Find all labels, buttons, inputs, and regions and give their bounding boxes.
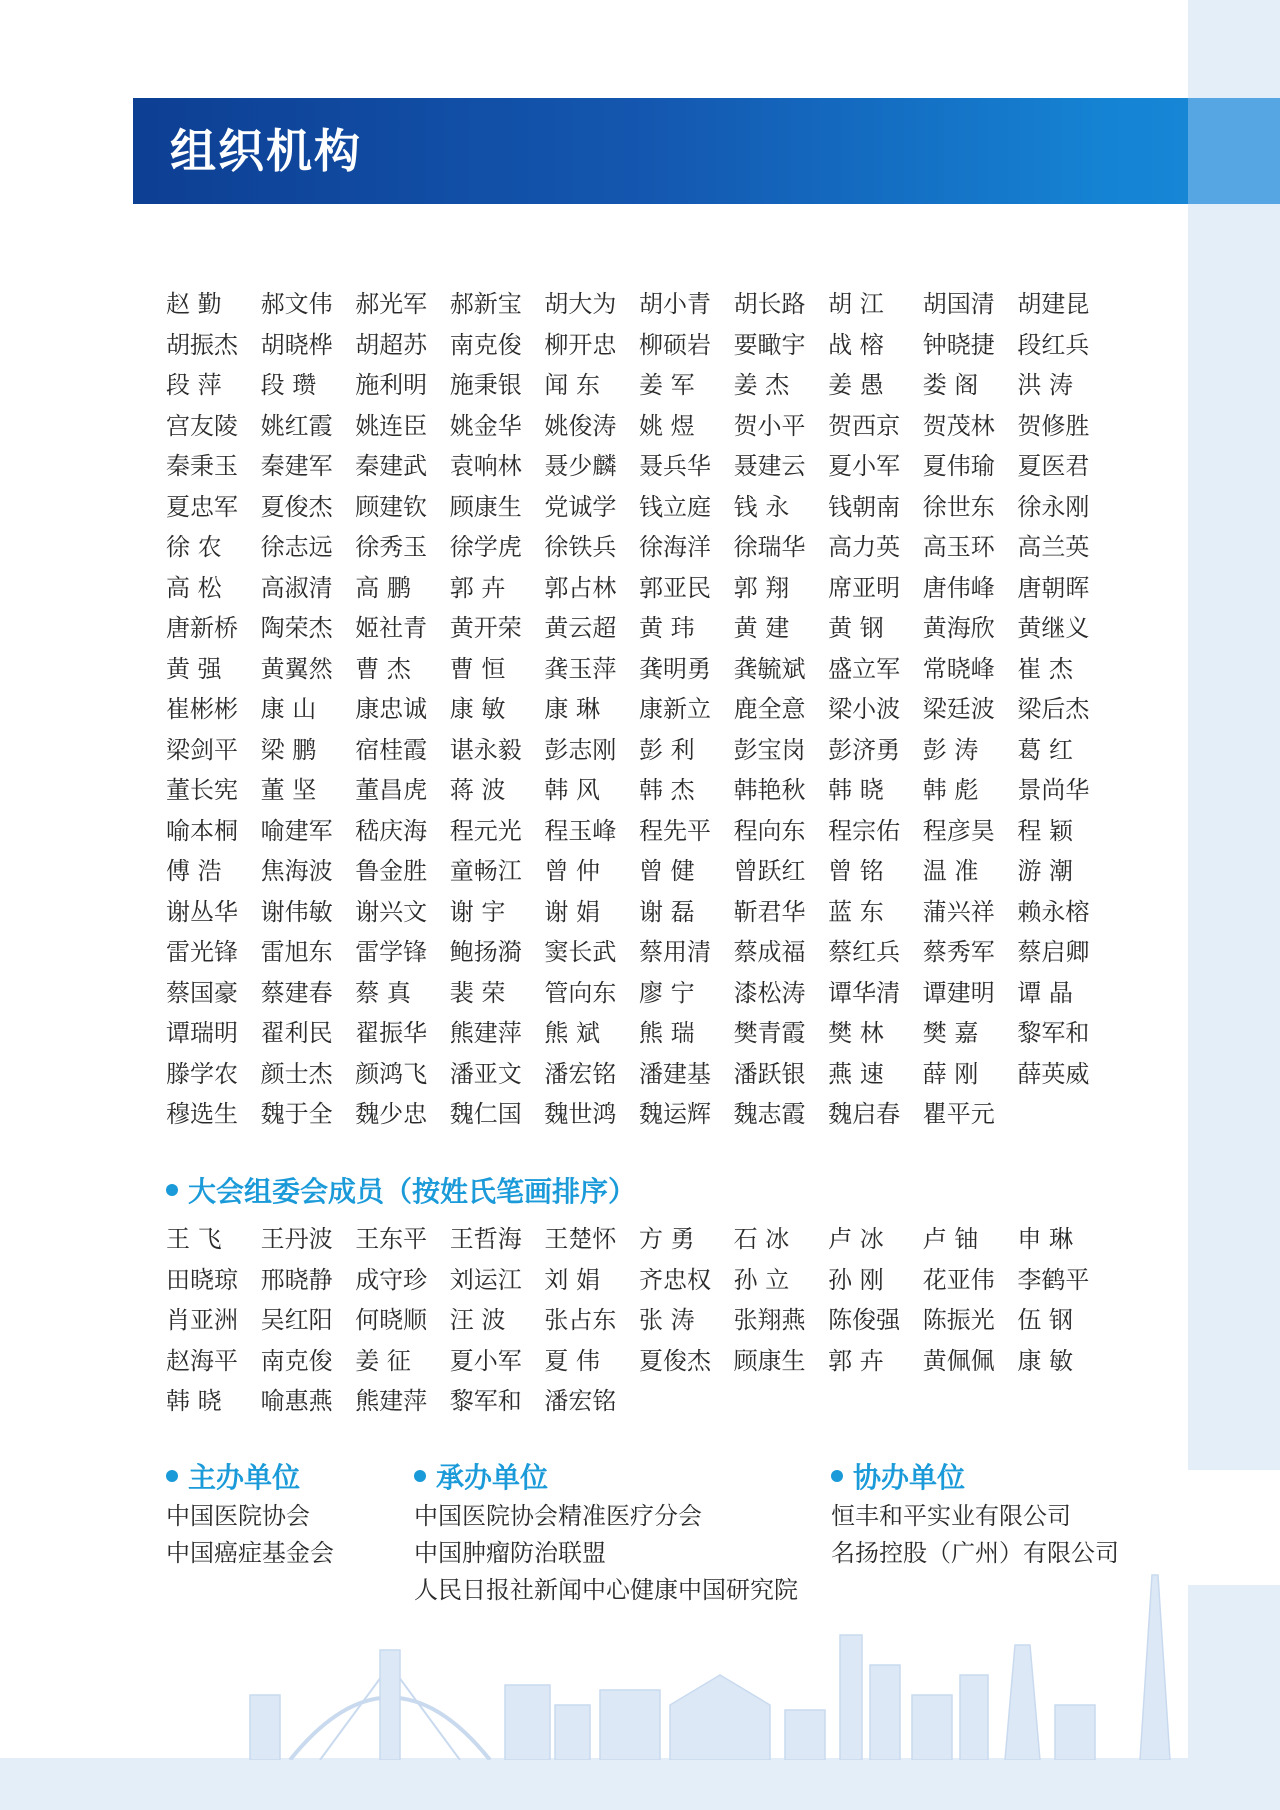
- member-name: 宫友陵: [166, 411, 238, 440]
- member-name: 游 潮: [1017, 857, 1073, 885]
- member-name: 郭 翔: [733, 573, 790, 602]
- member-name: 高 松: [166, 573, 222, 602]
- member-name: 陈振光: [922, 1306, 995, 1334]
- member-name: 龚玉萍: [544, 654, 617, 683]
- member-name: 徐永刚: [1017, 492, 1090, 521]
- member-name: 韩 杰: [638, 776, 695, 804]
- sponsors-heading-text: 主办单位: [188, 1461, 301, 1494]
- member-name: 曾 仲: [544, 857, 601, 885]
- member-name: 段 萍: [166, 371, 222, 399]
- member-name: 钱 永: [733, 492, 790, 521]
- member-name: 裴 荣: [449, 978, 506, 1007]
- member-name: 袁响林: [449, 452, 522, 480]
- member-name: 段 瓒: [260, 371, 317, 399]
- member-name: 高淑清: [260, 573, 333, 602]
- member-name: 赵 勤: [166, 290, 222, 318]
- member-name: 刘运江: [449, 1265, 522, 1294]
- member-name: 韩艳秋: [733, 776, 806, 804]
- member-name: 程玉峰: [544, 816, 617, 845]
- member-name: 蔡 真: [355, 978, 411, 1007]
- member-name: 徐海洋: [638, 533, 711, 561]
- member-name: 蒲兴祥: [922, 897, 995, 926]
- member-name: 韩 晓: [828, 776, 884, 804]
- member-name: 申 琳: [1017, 1225, 1073, 1253]
- member-name: 姜 征: [355, 1346, 411, 1375]
- member-name: 韩 晓: [166, 1387, 222, 1415]
- member-name: 陈俊强: [828, 1306, 901, 1334]
- member-name: 韩 风: [544, 776, 601, 804]
- member-name: 谌永毅: [449, 735, 522, 764]
- member-name: 雷光锋: [166, 938, 238, 966]
- member-name: 漆松涛: [733, 978, 806, 1007]
- member-name: 郝文伟: [260, 290, 333, 318]
- member-name: 胡振杰: [166, 330, 238, 359]
- member-name: 顾建钦: [355, 492, 428, 521]
- member-name: 康 敏: [1017, 1346, 1073, 1375]
- member-name: 蔡秀军: [922, 938, 995, 966]
- member-name: 盛立军: [828, 654, 901, 683]
- member-name: 战 榕: [828, 330, 884, 359]
- member-name: 陶荣杰: [260, 614, 333, 642]
- organizers-heading-text: 承办单位: [436, 1461, 549, 1494]
- member-name: 潘亚文: [449, 1059, 522, 1088]
- member-name: 魏于全: [260, 1100, 333, 1128]
- member-name: 樊 嘉: [922, 1019, 979, 1047]
- member-name: 潘宏铭: [544, 1387, 617, 1415]
- member-name: 姚红霞: [260, 411, 333, 440]
- bullet-dot-icon: [414, 1470, 426, 1482]
- member-name: 梁 鹏: [260, 735, 317, 764]
- member-name: 蒋 波: [449, 776, 506, 804]
- member-name: 王 飞: [166, 1225, 222, 1253]
- member-name: 胡国清: [922, 290, 995, 318]
- member-name: 方 勇: [638, 1225, 695, 1253]
- member-name: 崔彬彬: [166, 695, 238, 723]
- member-name: 刘 娟: [544, 1265, 601, 1294]
- member-name: 柳开忠: [544, 330, 617, 359]
- member-name: 彭志刚: [544, 735, 617, 764]
- member-name: 龚明勇: [638, 654, 711, 683]
- member-name: 秦建军: [260, 452, 333, 480]
- member-name: 喻惠燕: [260, 1387, 333, 1415]
- member-name: 石 冰: [733, 1225, 790, 1253]
- member-name: 黄云超: [544, 614, 617, 642]
- member-name: 曾 健: [638, 857, 695, 885]
- member-name: 潘建基: [638, 1059, 711, 1088]
- member-name: 蔡国豪: [166, 978, 238, 1007]
- member-name: 秦建武: [355, 452, 428, 480]
- member-name: 程 颖: [1017, 816, 1073, 845]
- member-name: 熊建萍: [449, 1019, 522, 1047]
- member-name: 贺西京: [828, 411, 901, 440]
- member-name: 嵇庆海: [355, 816, 428, 845]
- member-name: 姚 煜: [638, 411, 695, 440]
- member-name: 管向东: [544, 978, 617, 1007]
- member-name: 聂少麟: [544, 452, 617, 480]
- member-name: 曾 铭: [828, 857, 884, 885]
- member-name: 魏运辉: [638, 1100, 711, 1128]
- member-name: 蓝 东: [828, 897, 884, 926]
- member-name: 谢 宇: [449, 897, 506, 926]
- member-name: 洪 涛: [1017, 371, 1073, 399]
- member-name: 钱朝南: [828, 492, 901, 521]
- member-name: 张 涛: [638, 1306, 695, 1334]
- member-name: 姜 杰: [733, 371, 790, 399]
- member-name: 颜鸿飞: [355, 1059, 428, 1088]
- member-name: 高 鹏: [355, 573, 411, 602]
- member-name: 徐学虎: [449, 533, 522, 561]
- member-name: 赵海平: [166, 1346, 238, 1375]
- member-name: 樊 林: [828, 1019, 884, 1047]
- member-name: 顾康生: [733, 1346, 806, 1375]
- member-name: 靳君华: [733, 897, 806, 926]
- member-name: 魏仁国: [449, 1100, 522, 1128]
- member-name: 聂兵华: [638, 452, 711, 480]
- organization-name: 中国癌症基金会: [166, 1539, 334, 1567]
- member-name: 曹 恒: [449, 654, 506, 683]
- member-name: 姚俊涛: [544, 411, 617, 440]
- member-name: 夏俊杰: [638, 1346, 711, 1375]
- member-name: 程元光: [449, 816, 522, 845]
- member-name: 唐新桥: [166, 614, 238, 642]
- member-name: 瞿平元: [922, 1100, 995, 1128]
- organization-name: 中国肿瘤防治联盟: [414, 1539, 606, 1567]
- member-name: 喻建军: [260, 816, 333, 845]
- member-name: 景尚华: [1017, 776, 1090, 804]
- member-name: 胡小青: [638, 290, 711, 318]
- member-name: 梁廷波: [922, 695, 995, 723]
- member-name: 郭亚民: [638, 573, 711, 602]
- member-name: 郝新宝: [449, 290, 522, 318]
- member-name: 赖永榕: [1017, 897, 1090, 926]
- member-name: 夏忠军: [166, 492, 238, 521]
- member-name: 雷学锋: [355, 938, 428, 966]
- member-name: 徐秀玉: [355, 533, 428, 561]
- page-title: 组织机构: [170, 124, 362, 178]
- member-name: 蔡成福: [733, 938, 806, 966]
- member-name: 唐朝晖: [1017, 573, 1090, 602]
- member-name: 彭宝岗: [733, 735, 806, 764]
- organizing-committee-grid: [166, 1219, 1106, 1422]
- member-name: 贺茂林: [922, 411, 995, 440]
- member-name: 成守珍: [355, 1265, 428, 1294]
- member-name: 席亚明: [828, 573, 901, 602]
- member-name: 梁小波: [828, 695, 901, 723]
- member-name: 黄 建: [733, 614, 790, 642]
- member-name: 梁剑平: [166, 735, 238, 764]
- member-name: 肖亚洲: [166, 1306, 238, 1334]
- member-name: 夏伟瑜: [922, 452, 995, 480]
- member-name: 贺小平: [733, 411, 806, 440]
- member-name: 蔡建春: [260, 978, 333, 1007]
- member-name: 彭 涛: [922, 735, 979, 764]
- member-name: 程先平: [638, 816, 711, 845]
- member-name: 徐瑞华: [733, 533, 806, 561]
- member-name: 魏启春: [828, 1100, 901, 1128]
- member-name: 何晓顺: [355, 1306, 428, 1334]
- member-name: 蔡红兵: [828, 938, 901, 966]
- member-name: 薛英威: [1017, 1059, 1090, 1088]
- member-name: 徐世东: [922, 492, 995, 521]
- member-name: 姜 军: [638, 371, 695, 399]
- member-name: 孙 立: [733, 1265, 790, 1294]
- member-name: 黄继义: [1017, 614, 1090, 642]
- city-skyline-illustration: [240, 1555, 1188, 1760]
- co-organizers-heading: [831, 1458, 965, 1498]
- member-name: 王哲海: [449, 1225, 522, 1253]
- member-name: 谢 磊: [638, 897, 695, 926]
- member-name: 卢 铀: [922, 1225, 979, 1253]
- bullet-dot-icon: [166, 1470, 178, 1482]
- member-name: 黄 强: [166, 654, 222, 683]
- member-name: 娄 阁: [922, 371, 979, 399]
- member-name: 黄翼然: [260, 654, 333, 683]
- member-name: 康 琳: [544, 695, 601, 723]
- member-name: 胡大为: [544, 290, 617, 318]
- bullet-dot-icon: [166, 1184, 178, 1196]
- member-name: 夏小军: [449, 1346, 522, 1375]
- member-name: 张占东: [544, 1306, 617, 1334]
- member-name: 薛 刚: [922, 1059, 979, 1088]
- member-name: 徐铁兵: [544, 533, 617, 561]
- organization-name: 恒丰和平实业有限公司: [831, 1502, 1071, 1530]
- member-name: 伍 钢: [1017, 1306, 1073, 1334]
- member-name: 谭华清: [828, 978, 901, 1007]
- member-name: 宿桂霞: [355, 735, 428, 764]
- member-name: 谭瑞明: [166, 1019, 238, 1047]
- member-name: 黎军和: [449, 1387, 522, 1415]
- member-name: 汪 波: [449, 1306, 506, 1334]
- member-name: 黄 钢: [828, 614, 884, 642]
- member-name: 高力英: [828, 533, 901, 561]
- member-name: 魏少忠: [355, 1100, 428, 1128]
- member-name: 胡建昆: [1017, 290, 1090, 318]
- member-name: 常晓峰: [922, 654, 995, 683]
- member-name: 黄 玮: [638, 614, 695, 642]
- member-name: 董 坚: [260, 776, 317, 804]
- member-name: 钱立庭: [638, 492, 711, 521]
- committee-member-grid: [166, 284, 1106, 1135]
- member-name: 鹿全意: [733, 695, 806, 723]
- organization-name: 名扬控股（广州）有限公司: [831, 1539, 1119, 1567]
- organizers-heading: [414, 1458, 548, 1498]
- decorative-bottom-band: [0, 1758, 1280, 1810]
- member-name: 郝光军: [355, 290, 428, 318]
- member-name: 康 山: [260, 695, 317, 723]
- decorative-side-strip: [1188, 0, 1280, 1470]
- member-name: 喻本桐: [166, 816, 238, 845]
- member-name: 童畅江: [449, 857, 522, 885]
- member-name: 康忠诚: [355, 695, 428, 723]
- member-name: 王丹波: [260, 1225, 333, 1253]
- member-name: 郭 卉: [828, 1346, 884, 1375]
- member-name: 翟利民: [260, 1019, 333, 1047]
- member-name: 葛 红: [1017, 735, 1073, 764]
- member-name: 姜 愚: [828, 371, 884, 399]
- member-name: 田晓琼: [166, 1265, 238, 1294]
- member-name: 胡晓桦: [260, 330, 333, 359]
- member-name: 熊 瑞: [638, 1019, 695, 1047]
- member-name: 高玉环: [922, 533, 995, 561]
- co-organizers-heading-text: 协办单位: [853, 1461, 966, 1494]
- member-name: 焦海波: [260, 857, 333, 885]
- member-name: 姬社青: [355, 614, 428, 642]
- member-name: 董昌虎: [355, 776, 428, 804]
- member-name: 谭建明: [922, 978, 995, 1007]
- member-name: 聂建云: [733, 452, 806, 480]
- organization-name: 中国医院协会: [166, 1502, 310, 1530]
- member-name: 滕学农: [166, 1059, 238, 1088]
- member-name: 胡超苏: [355, 330, 428, 359]
- member-name: 曹 杰: [355, 654, 411, 683]
- member-name: 谢伟敏: [260, 897, 333, 926]
- member-name: 魏志霞: [733, 1100, 806, 1128]
- member-name: 韩 彪: [922, 776, 979, 804]
- member-name: 段红兵: [1017, 330, 1090, 359]
- member-name: 温 准: [922, 857, 979, 885]
- member-name: 夏小军: [828, 452, 901, 480]
- member-name: 蔡启卿: [1017, 938, 1090, 966]
- organization-name: 中国医院协会精准医疗分会: [414, 1502, 702, 1530]
- member-name: 谢丛华: [166, 897, 238, 926]
- member-name: 谭 晶: [1017, 978, 1073, 1007]
- member-name: 程宗佑: [828, 816, 901, 845]
- member-name: 邢晓静: [260, 1265, 333, 1294]
- member-name: 施利明: [355, 371, 428, 399]
- member-name: 南克俊: [449, 330, 522, 359]
- member-name: 程彦昊: [922, 816, 995, 845]
- member-name: 徐志远: [260, 533, 333, 561]
- member-name: 柳硕岩: [638, 330, 711, 359]
- member-name: 廖 宁: [638, 978, 695, 1007]
- bullet-dot-icon: [831, 1470, 843, 1482]
- member-name: 夏医君: [1017, 452, 1090, 480]
- member-name: 夏 伟: [544, 1346, 601, 1375]
- member-name: 孙 刚: [828, 1265, 884, 1294]
- member-name: 秦秉玉: [166, 452, 238, 480]
- member-name: 施秉银: [449, 371, 522, 399]
- member-name: 张翔燕: [733, 1306, 806, 1334]
- member-name: 熊 斌: [544, 1019, 601, 1047]
- member-name: 王楚怀: [544, 1225, 617, 1253]
- organizing-committee-heading-text: 大会组委会成员（按姓氏笔画排序）: [188, 1175, 637, 1208]
- member-name: 要瞰宇: [733, 330, 806, 359]
- member-name: 翟振华: [355, 1019, 428, 1047]
- member-name: 贺修胜: [1017, 411, 1090, 440]
- member-name: 钟晓捷: [922, 330, 995, 359]
- member-name: 梁后杰: [1017, 695, 1090, 723]
- organizing-committee-heading: [166, 1172, 636, 1212]
- title-banner-accent: [1188, 98, 1280, 204]
- member-name: 胡长路: [733, 290, 806, 318]
- member-name: 吴红阳: [260, 1306, 333, 1334]
- member-name: 穆选生: [166, 1100, 238, 1128]
- member-name: 高兰英: [1017, 533, 1090, 561]
- member-name: 王东平: [355, 1225, 428, 1253]
- member-name: 潘宏铭: [544, 1059, 617, 1088]
- member-name: 彭济勇: [828, 735, 901, 764]
- member-name: 程向东: [733, 816, 806, 845]
- member-name: 鲍扬漪: [449, 938, 522, 966]
- member-name: 唐伟峰: [922, 573, 995, 602]
- member-name: 闻 东: [544, 371, 601, 399]
- sponsors-heading: [166, 1458, 300, 1498]
- member-name: 蔡用清: [638, 938, 711, 966]
- member-name: 南克俊: [260, 1346, 333, 1375]
- member-name: 谢兴文: [355, 897, 428, 926]
- member-name: 花亚伟: [922, 1265, 995, 1294]
- member-name: 胡 江: [828, 290, 884, 318]
- member-name: 黄海欣: [922, 614, 995, 642]
- member-name: 黄佩佩: [922, 1346, 995, 1375]
- member-name: 鲁金胜: [355, 857, 428, 885]
- member-name: 龚毓斌: [733, 654, 806, 683]
- member-name: 姚连臣: [355, 411, 428, 440]
- member-name: 董长宪: [166, 776, 238, 804]
- organization-name: 人民日报社新闻中心健康中国研究院: [414, 1576, 798, 1604]
- member-name: 魏世鸿: [544, 1100, 617, 1128]
- member-name: 姚金华: [449, 411, 522, 440]
- member-name: 雷旭东: [260, 938, 333, 966]
- member-name: 党诚学: [544, 492, 617, 521]
- member-name: 潘跃银: [733, 1059, 806, 1088]
- member-name: 崔 杰: [1017, 654, 1073, 683]
- member-name: 齐忠权: [638, 1265, 711, 1294]
- member-name: 彭 利: [638, 735, 695, 764]
- member-name: 颜士杰: [260, 1059, 333, 1088]
- member-name: 曾跃红: [733, 857, 806, 885]
- member-name: 徐 农: [166, 533, 222, 561]
- member-name: 傅 浩: [166, 857, 222, 885]
- member-name: 黎军和: [1017, 1019, 1090, 1047]
- member-name: 李鹤平: [1017, 1265, 1090, 1294]
- member-name: 樊青霞: [733, 1019, 806, 1047]
- member-name: 窦长武: [544, 938, 617, 966]
- member-name: 康 敏: [449, 695, 506, 723]
- member-name: 夏俊杰: [260, 492, 333, 521]
- member-name: 顾康生: [449, 492, 522, 521]
- member-name: 康新立: [638, 695, 711, 723]
- member-name: 燕 速: [828, 1059, 884, 1088]
- member-name: 郭占林: [544, 573, 617, 602]
- member-name: 谢 娟: [544, 897, 601, 926]
- member-name: 卢 冰: [828, 1225, 884, 1253]
- member-name: 熊建萍: [355, 1387, 428, 1415]
- member-name: 郭 卉: [449, 573, 506, 602]
- member-name: 黄开荣: [449, 614, 522, 642]
